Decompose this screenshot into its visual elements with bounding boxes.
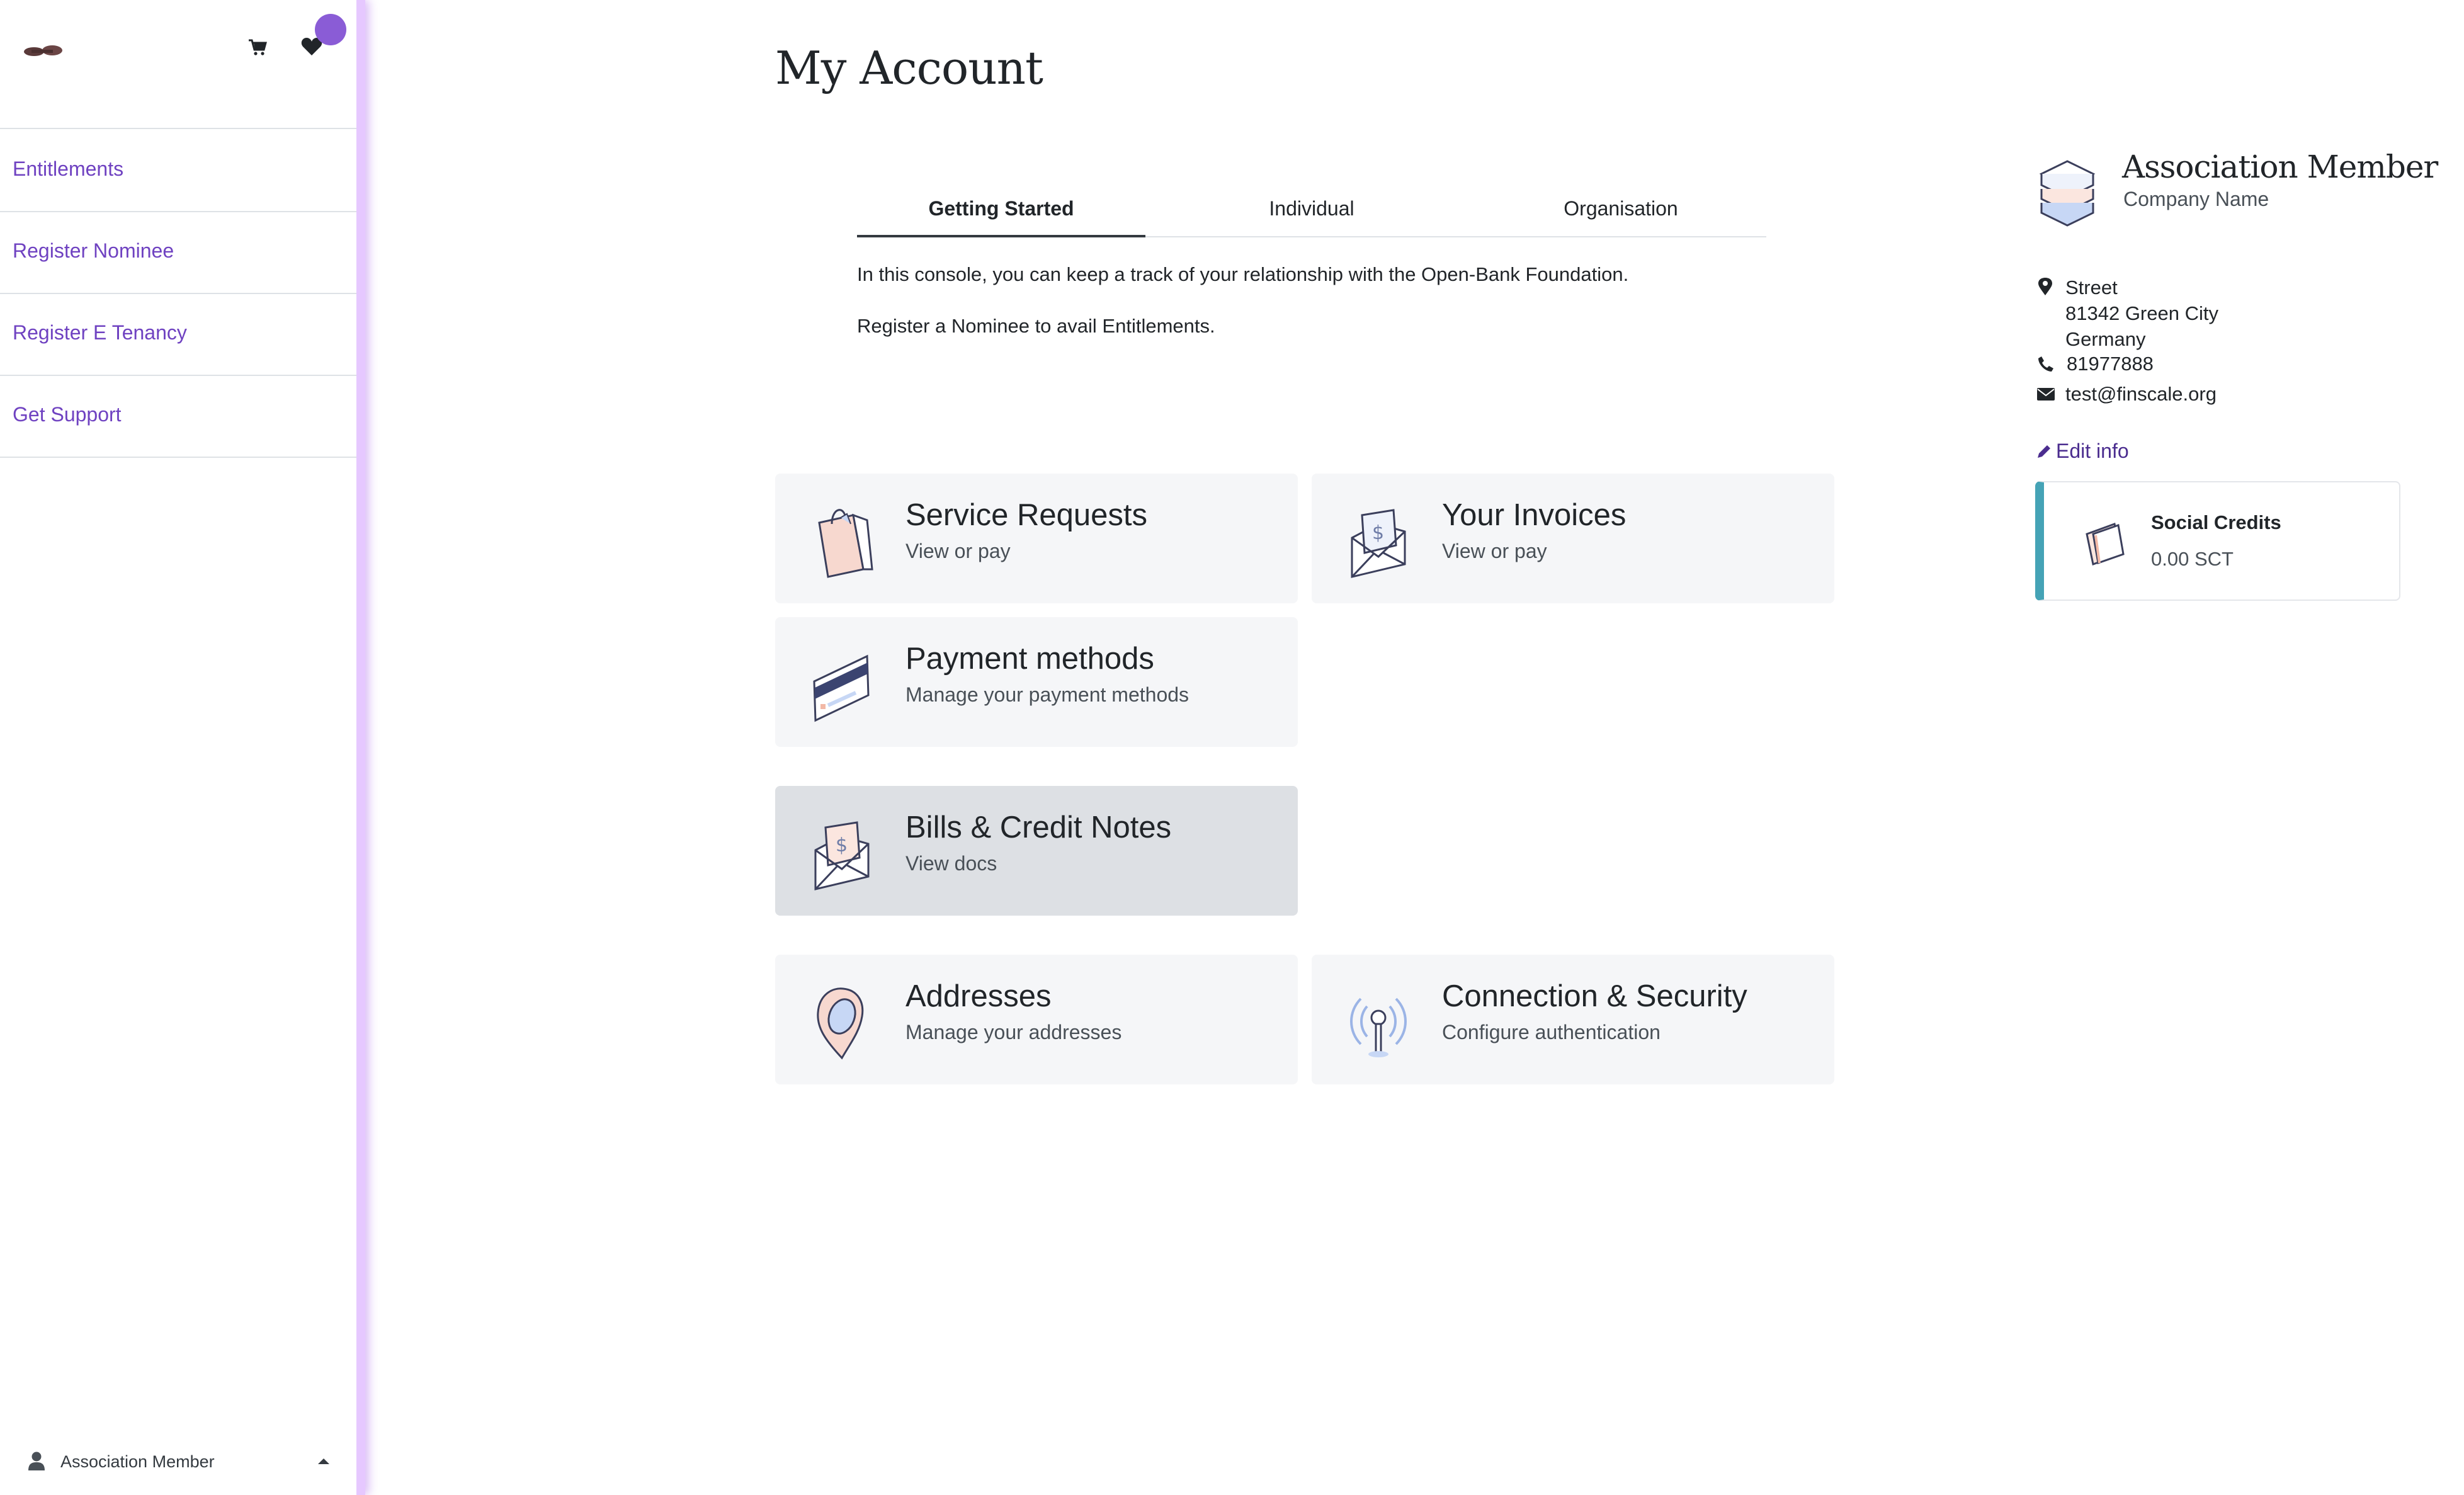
sidebar-item-entitlements[interactable]: Entitlements xyxy=(0,130,356,212)
envelope-icon xyxy=(2036,387,2055,402)
sidebar-item-register-nominee[interactable]: Register Nominee xyxy=(0,212,356,294)
tab-organisation[interactable]: Organisation xyxy=(1564,197,1678,220)
tab-getting-started[interactable]: Getting Started xyxy=(857,192,1145,237)
phone-icon xyxy=(2038,356,2054,372)
card-title: Payment methods xyxy=(906,642,1154,676)
profile-company: Company Name xyxy=(2123,188,2269,210)
notification-badge[interactable] xyxy=(315,14,346,45)
profile-phone: 81977888 xyxy=(2067,353,2154,375)
svg-text:$: $ xyxy=(836,834,848,856)
stacked-boxes-icon xyxy=(2038,157,2097,228)
sidebar-item-get-support[interactable]: Get Support xyxy=(0,376,356,458)
map-marker-icon xyxy=(2038,277,2053,296)
card-bills-credit-notes[interactable] xyxy=(775,786,1298,916)
address-line: Germany xyxy=(2065,328,2146,350)
card-title: Connection & Security xyxy=(1442,979,1747,1013)
bill-envelope-icon xyxy=(807,811,877,893)
user-menu-toggle[interactable] xyxy=(0,1432,356,1495)
card-subtitle: Manage your payment methods xyxy=(906,683,1189,706)
page-title: My Account xyxy=(775,42,1043,94)
sidebar-item-register-e-tenancy[interactable]: Register E Tenancy xyxy=(0,294,356,376)
card-your-invoices[interactable] xyxy=(1312,474,1834,603)
user-icon xyxy=(28,1451,45,1471)
sidebar xyxy=(0,0,365,1495)
card-title: Your Invoices xyxy=(1442,498,1627,532)
antenna-icon xyxy=(1343,980,1414,1062)
card-title: Service Requests xyxy=(906,498,1148,532)
card-payment-methods[interactable] xyxy=(775,617,1298,747)
map-pin-icon xyxy=(807,980,877,1062)
card-subtitle: Configure authentication xyxy=(1442,1021,1661,1043)
address-line: Street xyxy=(2065,276,2118,298)
profile-address xyxy=(2065,275,2218,352)
card-connection-security[interactable] xyxy=(1312,955,1834,1084)
invoice-envelope-icon xyxy=(1343,499,1414,581)
edit-info-link[interactable] xyxy=(2036,440,2129,463)
cart-icon[interactable] xyxy=(248,38,267,57)
profile-email: test@finscale.org xyxy=(2065,383,2217,405)
credits-value: 0.00 SCT xyxy=(2151,548,2234,570)
credit-card-icon xyxy=(807,642,877,724)
account-tabs xyxy=(857,192,1766,237)
card-subtitle: View or pay xyxy=(906,540,1011,562)
intro-line: In this console, you can keep a track of your relationship with the Open-Bank Foundation. xyxy=(857,263,1629,285)
card-subtitle: Manage your addresses xyxy=(906,1021,1122,1043)
user-name: Association Member xyxy=(60,1452,215,1471)
card-subtitle: View docs xyxy=(906,852,997,875)
brand-logo[interactable] xyxy=(23,43,64,59)
card-subtitle: View or pay xyxy=(1442,540,1547,562)
social-credits-card[interactable] xyxy=(2035,481,2400,601)
address-line: 81342 Green City xyxy=(2065,302,2218,324)
card-title: Addresses xyxy=(906,979,1052,1013)
card-service-requests[interactable] xyxy=(775,474,1298,603)
wallet-icon xyxy=(2082,515,2130,568)
pencil-icon xyxy=(2036,443,2052,460)
intro-line: Register a Nominee to avail Entitlements. xyxy=(857,315,1215,337)
card-title: Bills & Credit Notes xyxy=(906,810,1172,844)
tab-individual[interactable]: Individual xyxy=(1269,197,1354,220)
svg-text:$: $ xyxy=(1372,522,1385,544)
caret-up-icon[interactable] xyxy=(317,1457,330,1465)
shopping-bag-icon xyxy=(807,499,877,581)
sidebar-header xyxy=(0,0,356,129)
edit-info-label: Edit info xyxy=(2056,440,2129,462)
profile-name: Association Member xyxy=(2122,149,2438,185)
intro-text xyxy=(857,263,1628,367)
card-addresses[interactable] xyxy=(775,955,1298,1084)
sidebar-nav xyxy=(0,130,356,458)
credits-title: Social Credits xyxy=(2151,511,2281,533)
